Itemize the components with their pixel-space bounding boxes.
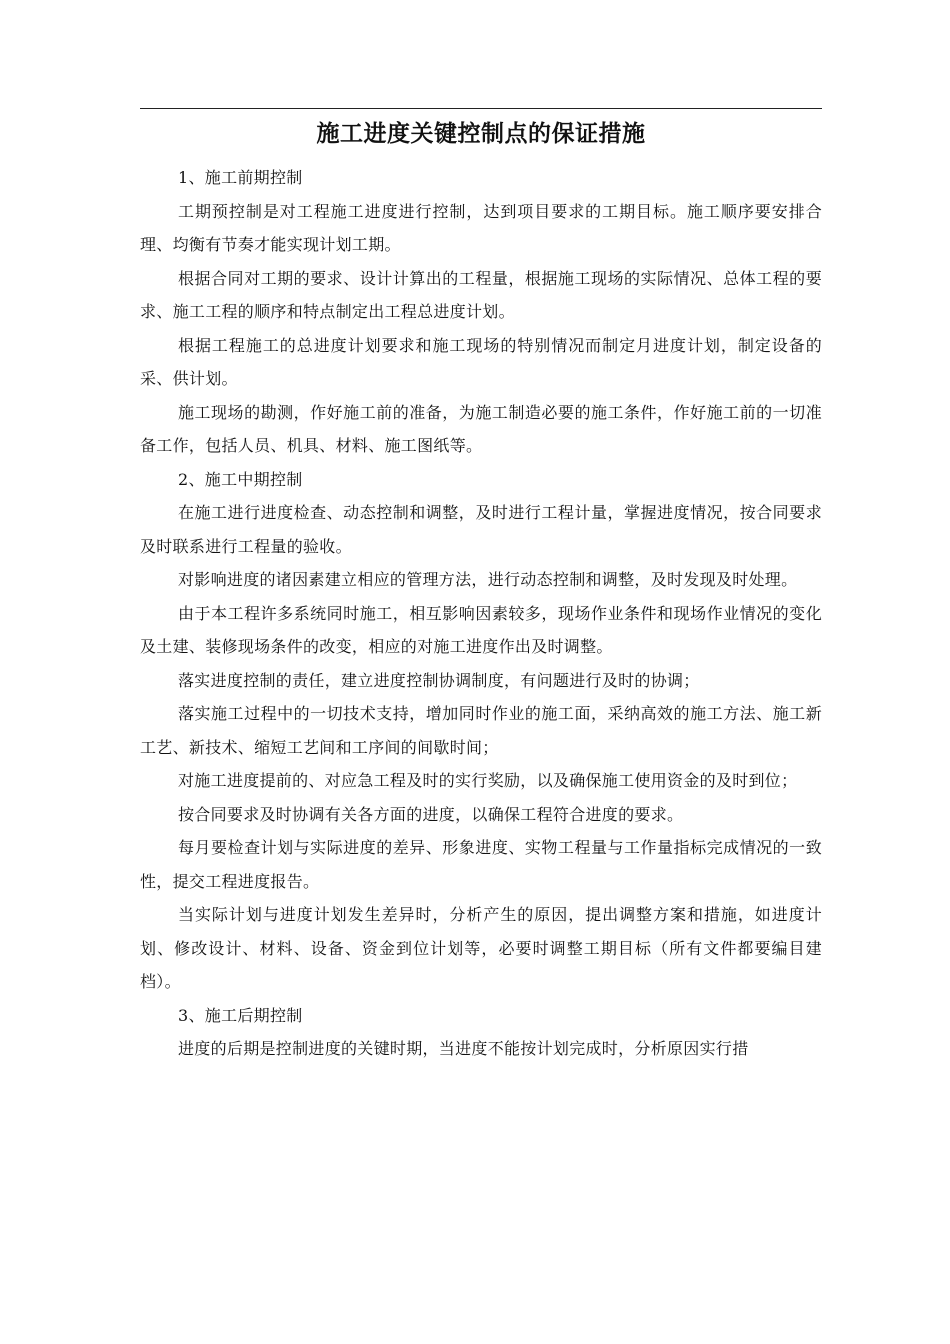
- paragraph: 当实际计划与进度计划发生差异时，分析产生的原因，提出调整方案和措施，如进度计划、修改设计、材料、设备、资金到位计划等，必要时调整工期目标（所有文件都要编目建档）。: [140, 905, 822, 991]
- section-heading-1: 1、施工前期控制: [178, 168, 303, 187]
- paragraph: 进度的后期是控制进度的关键时期，当进度不能按计划完成时，分析原因实行措: [178, 1039, 749, 1058]
- paragraph: 根据工程施工的总进度计划要求和施工现场的特别情况而制定月进度计划，制定设备的采、供计划。: [140, 335, 822, 388]
- paragraph: 由于本工程许多系统同时施工，相互影响因素较多，现场作业条件和现场作业情况的变化及土建、装修现场条件的改变，相应的对施工进度作出及时调整。: [140, 603, 822, 656]
- paragraph: 根据合同对工期的要求、设计计算出的工程量，根据施工现场的实际情况、总体工程的要求、施工工程的顺序和特点制定出工程总进度计划。: [140, 268, 822, 321]
- section-heading-2: 2、施工中期控制: [178, 469, 303, 489]
- paragraph: 每月要检查计划与实际进度的差异、形象进度、实物工程量与工作量指标完成情况的一致性，提交工程进度报告。: [140, 838, 822, 891]
- paragraph: 落实进度控制的责任，建立进度控制协调制度，有问题进行及时的协调；: [178, 670, 700, 690]
- paragraph: 对施工进度提前的、对应急工程及时的实行奖励，以及确保施工使用资金的及时到位；: [178, 771, 798, 790]
- document-body: [140, 161, 822, 1066]
- paragraph: 对影响进度的诸因素建立相应的管理方法，进行动态控制和调整，及时发现及时处理。: [178, 570, 798, 589]
- paragraph: 施工现场的勘测，作好施工前的准备，为施工制造必要的施工条件，作好施工前的一切准备工作，包括人员、机具、材料、施工图纸等。: [140, 402, 822, 455]
- document-title: 施工进度关键控制点的保证措施: [316, 120, 646, 147]
- paragraph: 落实施工过程中的一切技术支持，增加同时作业的施工面，采纳高效的施工方法、施工新工艺、新技术、缩短工艺间和工序间的间歇时间；: [140, 704, 822, 757]
- header-rule: [140, 108, 822, 109]
- document-page: [140, 108, 822, 1066]
- section-heading-3: 3、施工后期控制: [178, 1005, 303, 1025]
- paragraph: 按合同要求及时协调有关各方面的进度，以确保工程符合进度的要求。: [178, 804, 684, 824]
- paragraph: 在施工进行进度检查、动态控制和调整，及时进行工程计量，掌握进度情况，按合同要求及时联系进行工程量的验收。: [140, 503, 822, 556]
- paragraph: 工期预控制是对工程施工进度进行控制，达到项目要求的工期目标。施工顺序要安排合理、均衡有节奏才能实现计划工期。: [140, 201, 822, 254]
